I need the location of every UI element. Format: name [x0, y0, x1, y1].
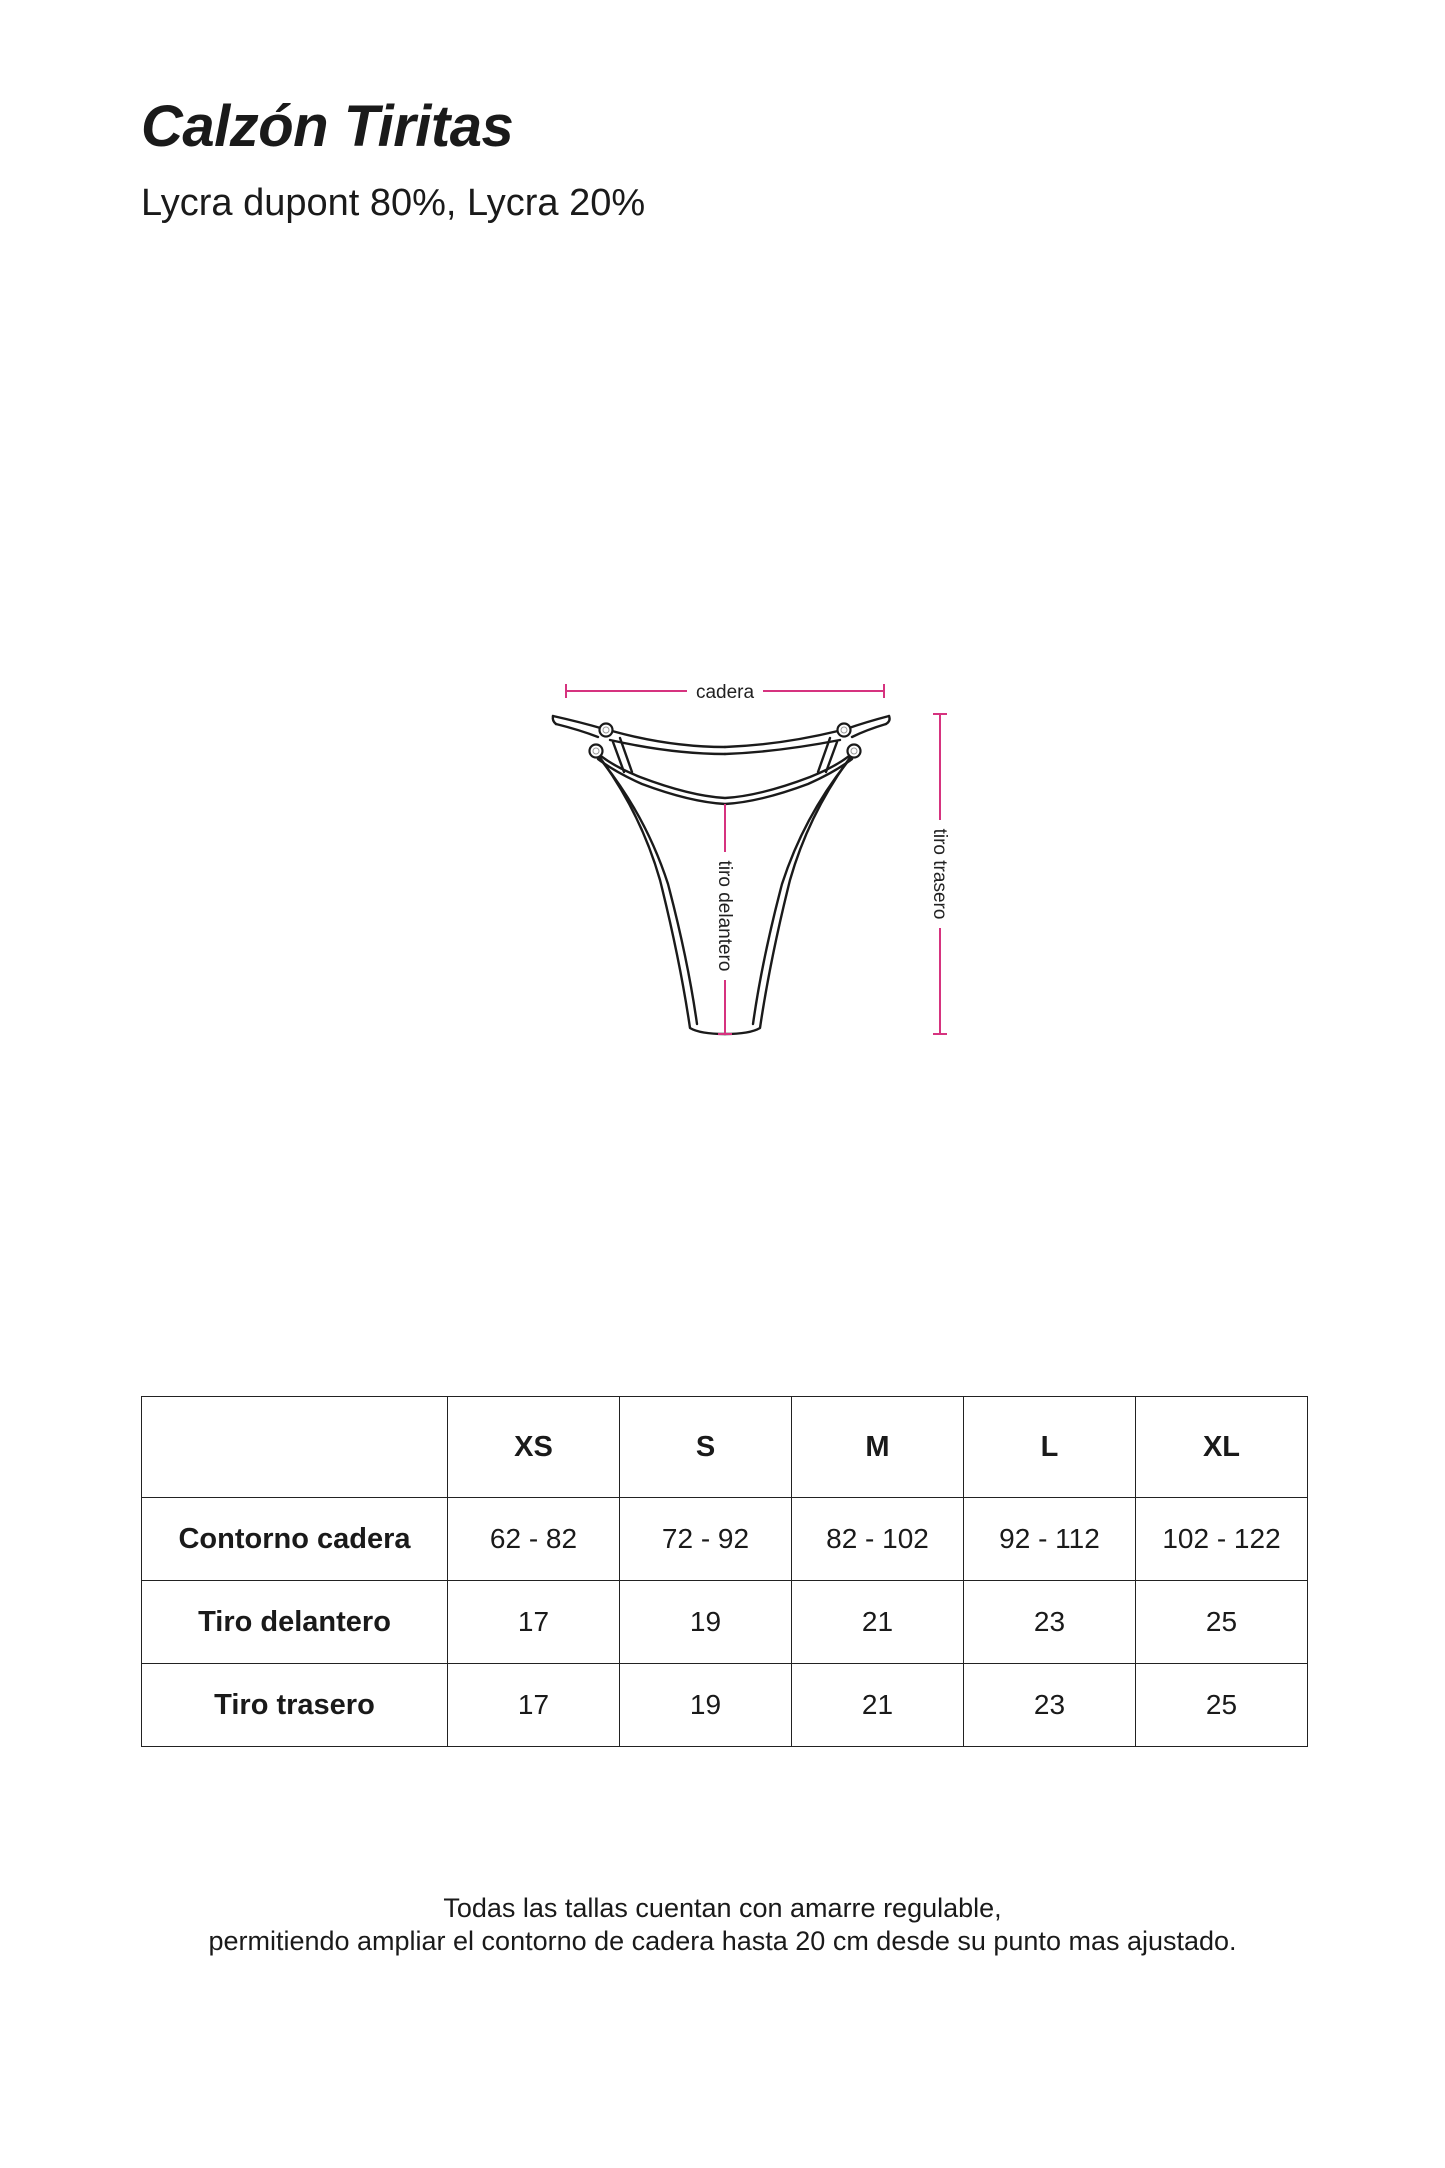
row-label-back-rise: Tiro trasero [142, 1664, 448, 1747]
hip-label: cadera [695, 682, 755, 703]
table-cell: 21 [792, 1664, 964, 1747]
table-cell: 92 - 112 [964, 1498, 1136, 1581]
table-cell: 17 [448, 1664, 620, 1747]
table-cell: 23 [964, 1581, 1136, 1664]
size-header-xl: XL [1136, 1397, 1308, 1498]
size-table [141, 1396, 1308, 1747]
adjustable-note-line-1: Todas las tallas cuentan con amarre regulable, [443, 1893, 1002, 1923]
table-cell: 102 - 122 [1136, 1498, 1308, 1581]
table-cell: 17 [448, 1581, 620, 1664]
size-header-m: M [792, 1397, 964, 1498]
fabric-composition: Lycra dupont 80%, Lycra 20% [141, 182, 646, 224]
table-cell: 19 [620, 1664, 792, 1747]
size-header-row [142, 1397, 1308, 1498]
front-rise-label: tiro delantero [714, 860, 735, 972]
row-label-hip: Contorno cadera [142, 1498, 448, 1581]
table-cell: 19 [620, 1581, 792, 1664]
table-cell: 82 - 102 [792, 1498, 964, 1581]
table-cell: 25 [1136, 1664, 1308, 1747]
table-row [142, 1664, 1308, 1747]
adjustable-note-line-2: permitiendo ampliar el contorno de cadera hasta 20 cm desde su punto mas ajustado. [208, 1925, 1237, 1956]
size-header-xs: XS [448, 1397, 620, 1498]
table-cell: 23 [964, 1664, 1136, 1747]
table-row [142, 1498, 1308, 1581]
product-title: Calzón Tiritas [141, 94, 514, 159]
row-label-front-rise: Tiro delantero [142, 1581, 448, 1664]
back-rise-label: tiro trasero [929, 828, 950, 920]
table-cell: 72 - 92 [620, 1498, 792, 1581]
adjustable-note [0, 1892, 1445, 1958]
table-cell: 25 [1136, 1581, 1308, 1664]
table-cell: 21 [792, 1581, 964, 1664]
empty-corner-cell [142, 1397, 448, 1498]
table-cell: 62 - 82 [448, 1498, 620, 1581]
size-header-s: S [620, 1397, 792, 1498]
table-row [142, 1581, 1308, 1664]
size-header-l: L [964, 1397, 1136, 1498]
adjuster-rings [590, 724, 861, 758]
